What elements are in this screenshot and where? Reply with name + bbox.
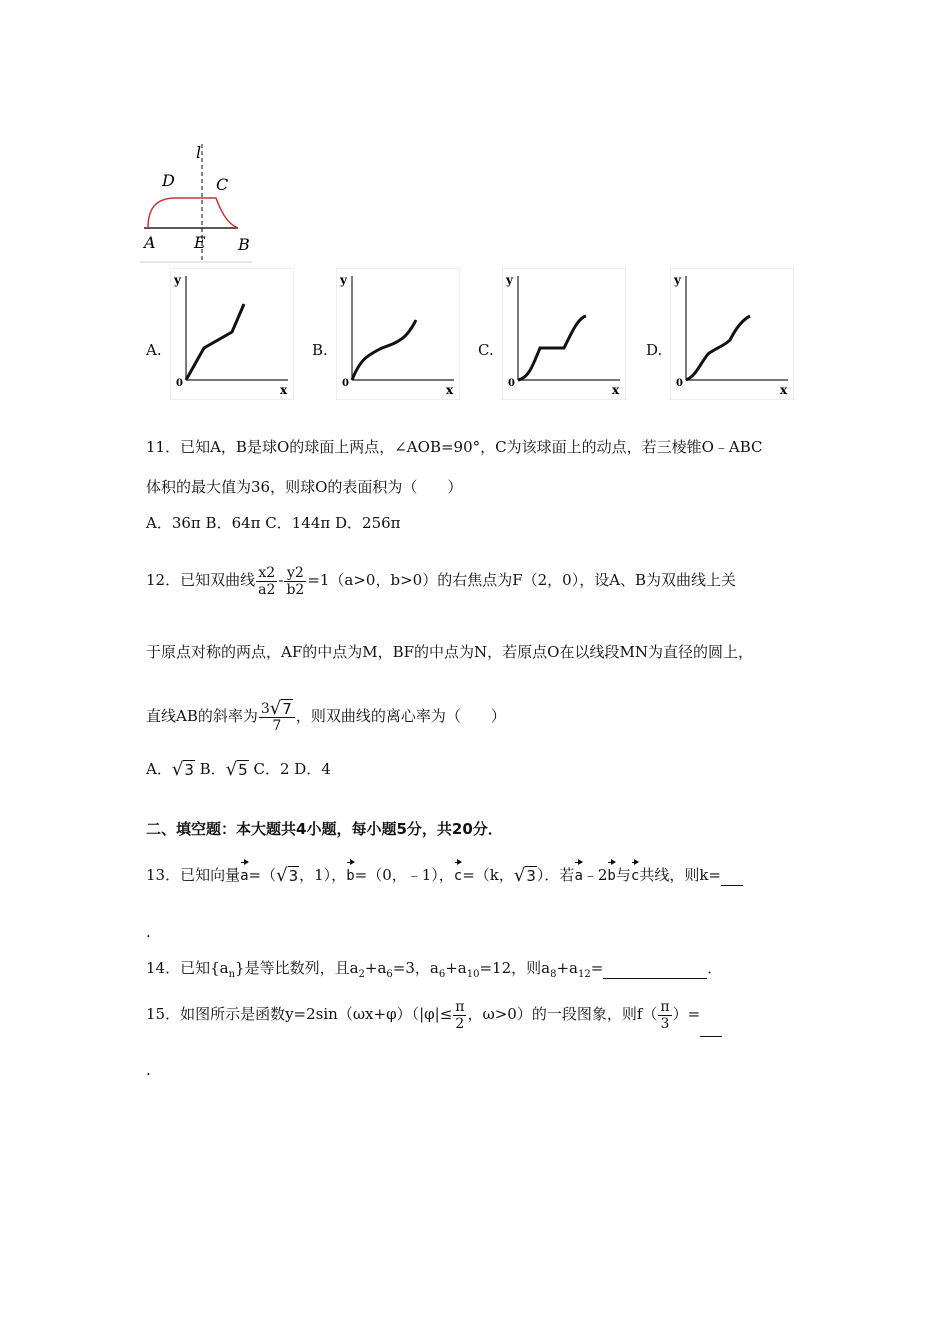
graph-option-d-label: D. bbox=[646, 341, 663, 359]
svg-text:0: 0 bbox=[508, 378, 515, 389]
q15-frac-pi-3: $\frac{\pi}{3}$ bbox=[660, 998, 670, 1032]
svg-text:0: 0 bbox=[342, 378, 349, 389]
figure-shape-abcd bbox=[140, 138, 252, 266]
q12-line3: 直线AB的斜率为 $\frac{3√7}{7}$ ，则双曲线的离心率为（ ） bbox=[146, 697, 506, 734]
q15-line: 15．如图所示是函数y=2sin（ωx+φ）（|φ|≤ $\frac{\pi}{2}$ ，ω>0）的一段图象，则f（ $\frac{\pi}{3}$ ）= bbox=[146, 992, 722, 1036]
q12-suffix: =1（a>0，b>0）的右焦点为F（2，0），设A、B为双曲线上关 bbox=[307, 571, 737, 589]
vector-a-expr: a bbox=[574, 860, 582, 886]
label-l: l bbox=[196, 143, 202, 162]
vector-b-expr: b bbox=[607, 860, 615, 886]
q11-line1: 11．已知A，B是球O的球面上两点，∠AOB=90°，C为该球面上的动点，若三棱锥O﹣ABC bbox=[146, 438, 763, 456]
q12-options: A．√3 B．√5 C．2 D．4 bbox=[146, 759, 331, 780]
vector-c: c bbox=[454, 860, 462, 886]
svg-text:y: y bbox=[506, 273, 513, 287]
q12-line2: 于原点对称的两点，AF的中点为M，BF的中点为N，若原点O在以线段MN为直径的圆上， bbox=[146, 643, 753, 661]
graph-a bbox=[170, 268, 294, 400]
q15-answer-blank bbox=[700, 992, 722, 1037]
svg-text:x: x bbox=[612, 383, 620, 397]
q12-frac-x2-a2: $\frac{x2}{a2}$ bbox=[258, 564, 276, 598]
label-c: C bbox=[216, 175, 229, 194]
q13-end-dot: . bbox=[146, 923, 151, 941]
label-e: E bbox=[194, 233, 206, 252]
label-a: A bbox=[144, 233, 156, 252]
q12-slope-frac: $\frac{3√7}{7}$ bbox=[259, 701, 295, 734]
q12-frac-y2-b2: $\frac{y2}{b2}$ bbox=[286, 564, 305, 598]
svg-text:y: y bbox=[174, 273, 181, 287]
vector-a: a bbox=[240, 860, 248, 886]
svg-text:x: x bbox=[280, 383, 288, 397]
q12-prefix: 12．已知双曲线 bbox=[146, 571, 256, 589]
svg-text:y: y bbox=[340, 273, 347, 287]
graph-option-a-label: A. bbox=[146, 341, 162, 359]
vector-c-expr: c bbox=[631, 860, 639, 886]
q11-line2: 体积的最大值为36，则球O的表面积为（ ） bbox=[146, 478, 463, 496]
svg-text:x: x bbox=[446, 383, 454, 397]
q12-opt-a-sqrt3: √3 bbox=[171, 759, 194, 780]
graph-d bbox=[670, 268, 794, 400]
q11-options: A．36π B．64π C．144π D．256π bbox=[146, 514, 401, 532]
svg-text:0: 0 bbox=[176, 378, 183, 389]
graph-option-b-label: B. bbox=[312, 341, 328, 359]
vector-b: b bbox=[346, 860, 354, 886]
graph-b bbox=[336, 268, 460, 400]
q15-frac-pi-2: $\frac{\pi}{2}$ bbox=[455, 998, 465, 1032]
graph-c bbox=[502, 268, 626, 400]
svg-text:y: y bbox=[674, 273, 681, 287]
q13-answer-blank bbox=[721, 865, 743, 886]
q14-answer-blank bbox=[603, 958, 707, 979]
q12-opt-b-sqrt5: √5 bbox=[225, 759, 248, 780]
label-b: B bbox=[238, 235, 250, 254]
section2-heading: 二、填空题：本大题共4小题，每小题5分，共20分． bbox=[146, 820, 503, 838]
svg-text:x: x bbox=[780, 383, 788, 397]
q12-line1: 12．已知双曲线 $\frac{x2}{a2}$ - $\frac{y2}{b2}$ =1（a>0，b>0）的右焦点为F（2，0），设A、B为双曲线上关 bbox=[146, 564, 737, 598]
graph-option-c-label: C. bbox=[478, 341, 494, 359]
q14-line: 14．已知$\{a_n\}$是等比数列，且$a_2+a_6=3$，$a_6+a_{10}=12$，则$a_8+a_{12}=$ ． bbox=[146, 959, 723, 980]
q15-end-dot: . bbox=[146, 1061, 151, 1079]
q13-line: 13．已知向量a=（√3，1），b=（0，﹣1），c=（k，√3）．若a﹣2b与c共线，则k= bbox=[146, 860, 743, 886]
label-d: D bbox=[162, 171, 175, 190]
svg-text:0: 0 bbox=[676, 378, 683, 389]
